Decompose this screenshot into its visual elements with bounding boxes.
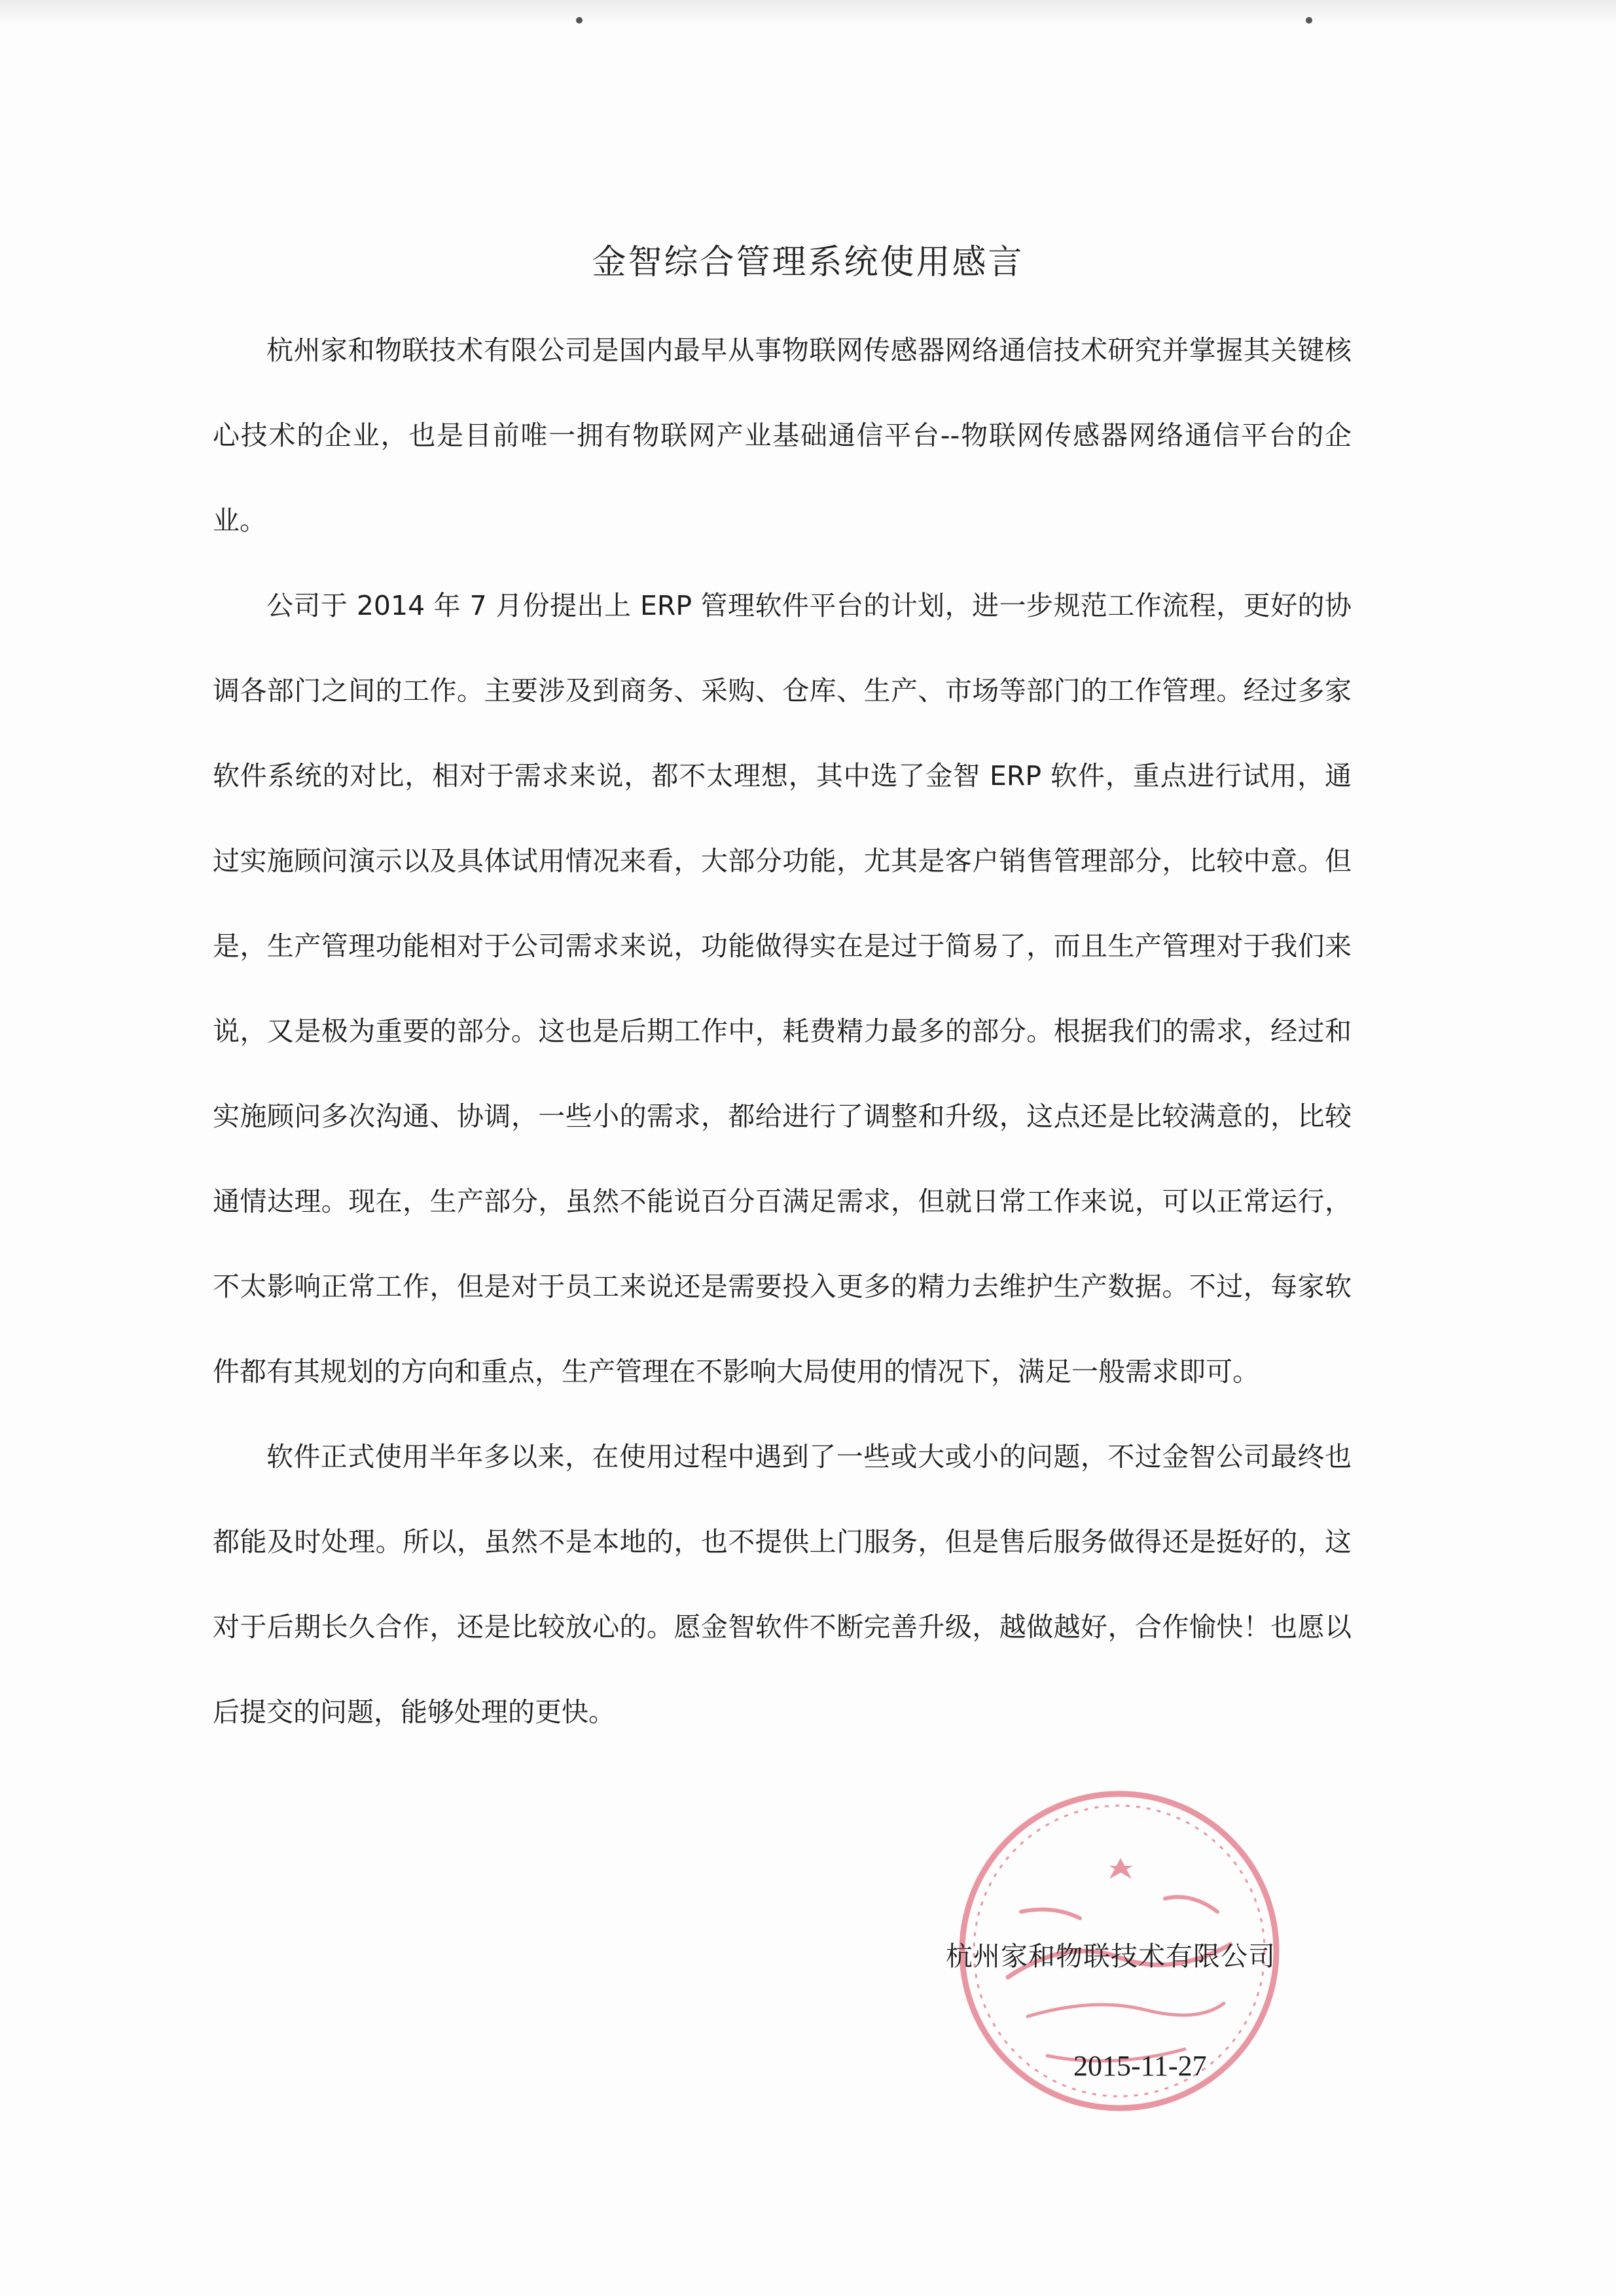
- scan-edge-shadow: [0, 0, 1616, 25]
- signature-company: 杭州家和物联技术有限公司: [946, 1941, 1276, 1972]
- signature-date: 2015-11-27: [1073, 2050, 1207, 2082]
- paragraph-company-intro: 杭州家和物联技术有限公司是国内最早从事物联网传感器网络通信技术研究并掌握其关键核心技术的企业，也是目前唯一拥有物联网产业基础通信平台--物联网传感器网络通信平台的企业。: [213, 335, 1352, 536]
- paragraph-erp-experience: 公司于 2014 年 7 月份提出上 ERP 管理软件平台的计划，进一步规范工作流程，更好的协调各部门之间的工作。主要涉及到商务、采购、仓库、生产、市场等部门的工作管理。经过多家软件系统的对比，相对于需求来说，都不太理想，其中选了金智 ERP 软件，重点进行试用，通过实施顾问演示以及具体试用情况来看，大部分功能，尤其是客户销售管理部分，比较中意。但是，生产管理功能相对于公司需求来说，功能做得实在是过于简易了，而且生产管理对于我们来说，又是极为重要的部分。这也是后期工作中，耗费精力最多的部分。根据我们的需求，经过和实施顾问多次沟通、协调，一些小的需求，都给进行了调整和升级，这点还是比较满意的，比较通情达理。现在，生产部分，虽然不能说百分百满足需求，但就日常工作来说，可以正常运行，不太影响正常工作，但是对于员工来说还是需要投入更多的精力去维护生产数据。不过，每家软件都有其规划的方向和重点，生产管理在不影响大局使用的情况下，满足一般需求即可。: [213, 590, 1352, 1387]
- punch-hole-right: [1306, 17, 1312, 24]
- document-body: [213, 308, 1352, 1755]
- document-title: 金智综合管理系统使用感言: [592, 243, 1024, 282]
- paragraph-after-sales: 软件正式使用半年多以来，在使用过程中遇到了一些或大或小的问题，不过金智公司最终也都能及时处理。所以，虽然不是本地的，也不提供上门服务，但是售后服务做得还是挺好的，这对于后期长久合作，还是比较放心的。愿金智软件不断完善升级，越做越好，合作愉快！也愿以后提交的问题，能够处理的更快。: [213, 1441, 1352, 1728]
- punch-hole-left: [576, 17, 583, 24]
